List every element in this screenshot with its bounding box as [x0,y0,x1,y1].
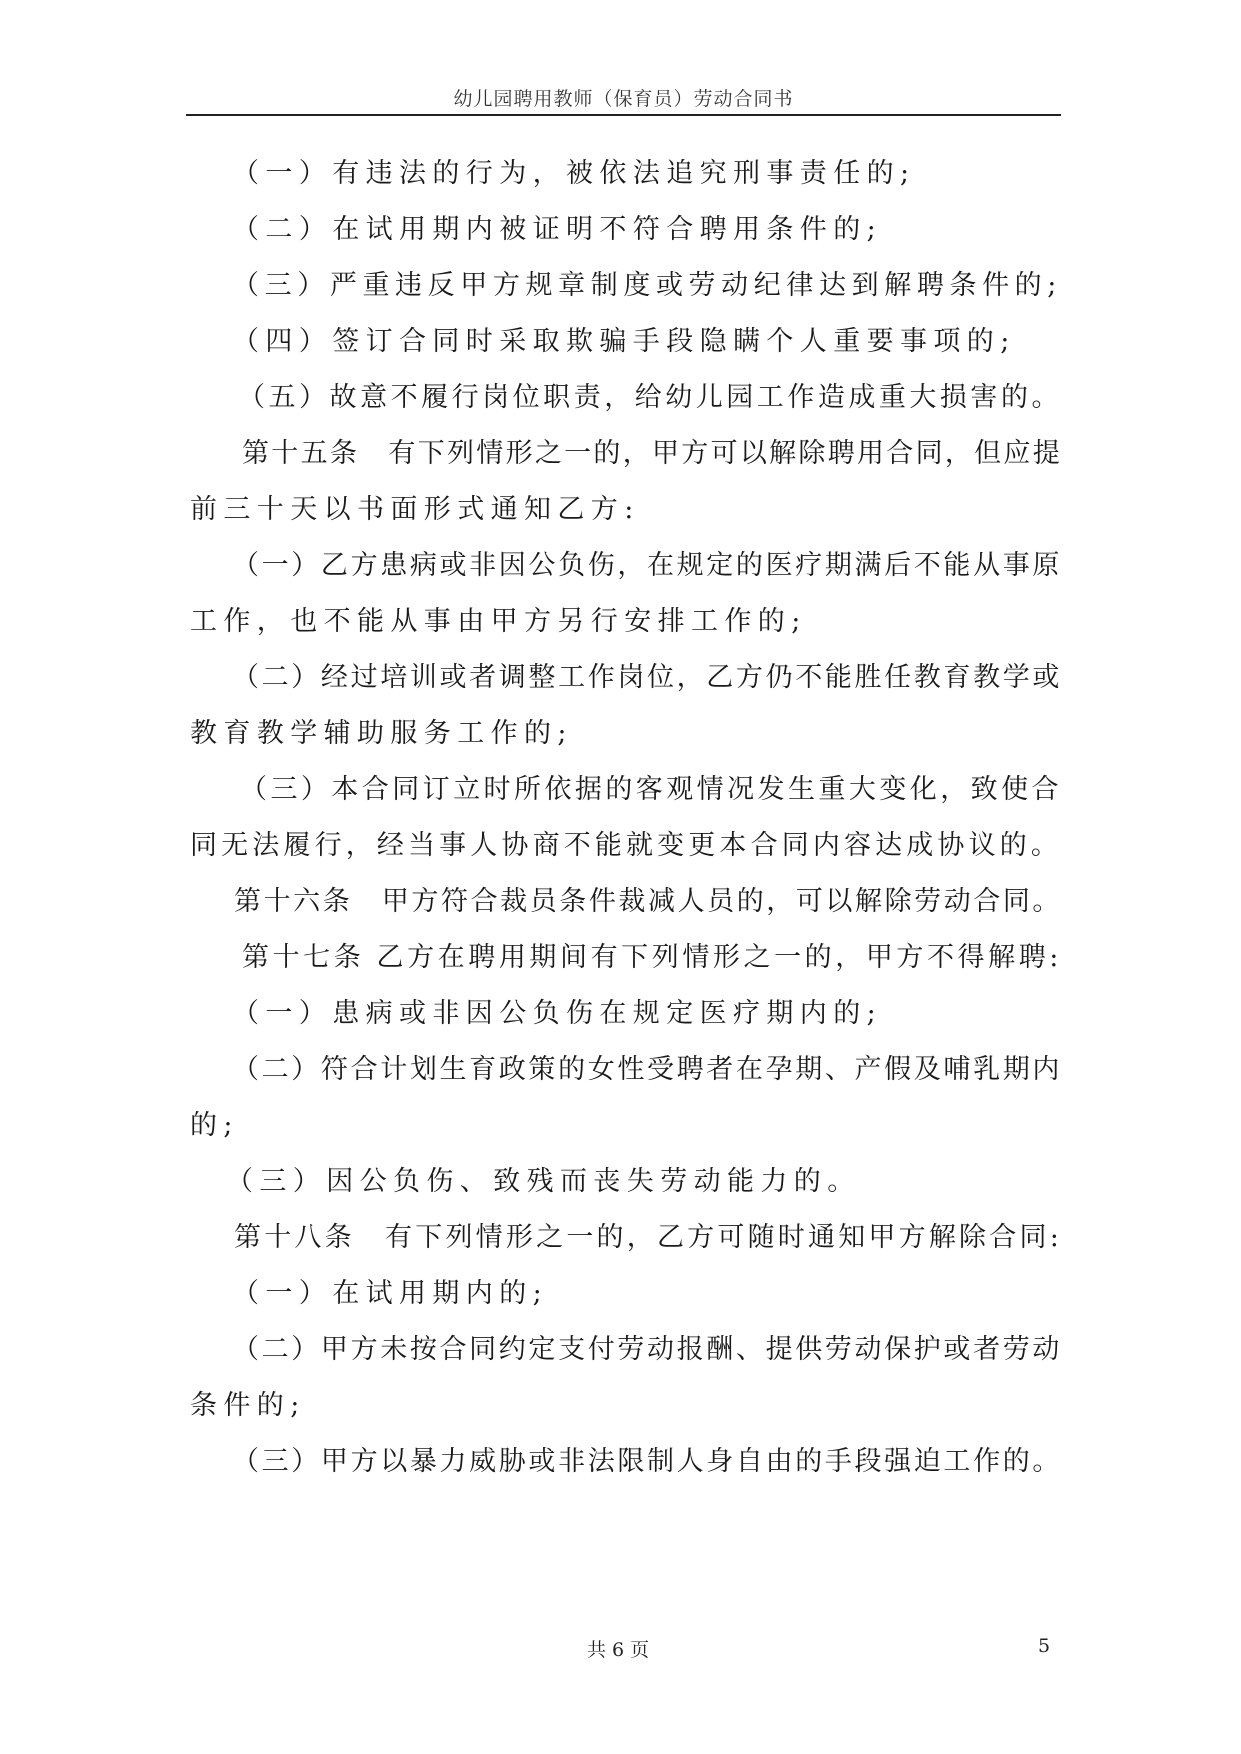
text-line: 第十八条 有下列情形之一的，乙方可随时通知甲方解除合同: [234,1222,1062,1253]
text-line: （四）签订合同时采取欺骗手段隐瞒个人重要事项的; [232,326,1016,357]
footer-total-pages: 共 6 页 [587,1639,650,1661]
text-line: 第十七条 乙方在聘用期间有下列情形之一的，甲方不得解聘: [242,942,1062,973]
text-line: （二）经过培训或者调整工作岗位，乙方仍不能胜任教育教学或 [232,662,1062,693]
text-line: 前三十天以书面形式通知乙方: [190,494,640,525]
text-line: （三）因公负伤、致残而丧失劳动能力的。 [226,1166,861,1197]
text-line: 工作，也不能从事由甲方另行安排工作的; [190,606,807,637]
text-line: （一）患病或非因公负伤在规定医疗期内的; [232,998,883,1029]
text-line: （二）符合计划生育政策的女性受聘者在孕期、产假及哺乳期内 [232,1054,1062,1085]
text-line: （一）在试用期内的; [232,1278,549,1309]
text-line: 第十六条 甲方符合裁员条件裁减人员的，可以解除劳动合同。 [234,886,1062,917]
text-line: （三）甲方以暴力威胁或非法限制人身自由的手段强迫工作的。 [232,1446,1062,1477]
text-line: （五）故意不履行岗位职责，给幼儿园工作造成重大损害的。 [238,382,1062,413]
text-line: （一）有违法的行为，被依法追究刑事责任的; [232,158,916,189]
text-line: （一）乙方患病或非因公负伤，在规定的医疗期满后不能从事原 [232,550,1062,581]
text-line: 教育教学辅助服务工作的; [190,718,573,749]
text-line: 同无法履行，经当事人协商不能就变更本合同内容达成协议的。 [190,830,1062,861]
document-header-title: 幼儿园聘用教师（保育员）劳动合同书 [453,88,794,110]
text-line: 条件的; [190,1390,306,1421]
text-line: 第十五条 有下列情形之一的，甲方可以解除聘用合同，但应提 [242,438,1062,469]
header-divider [186,114,1061,116]
text-line: （三）严重违反甲方规章制度或劳动纪律达到解聘条件的; [232,270,1062,301]
text-line: （三）本合同订立时所依据的客观情况发生重大变化，致使合 [240,774,1062,805]
footer-page-number: 5 [1038,1635,1051,1657]
text-line: （二）在试用期内被证明不符合聘用条件的; [232,214,883,245]
text-line: （二）甲方未按合同约定支付劳动报酬、提供劳动保护或者劳动 [232,1334,1062,1365]
text-line: 的; [190,1110,239,1141]
